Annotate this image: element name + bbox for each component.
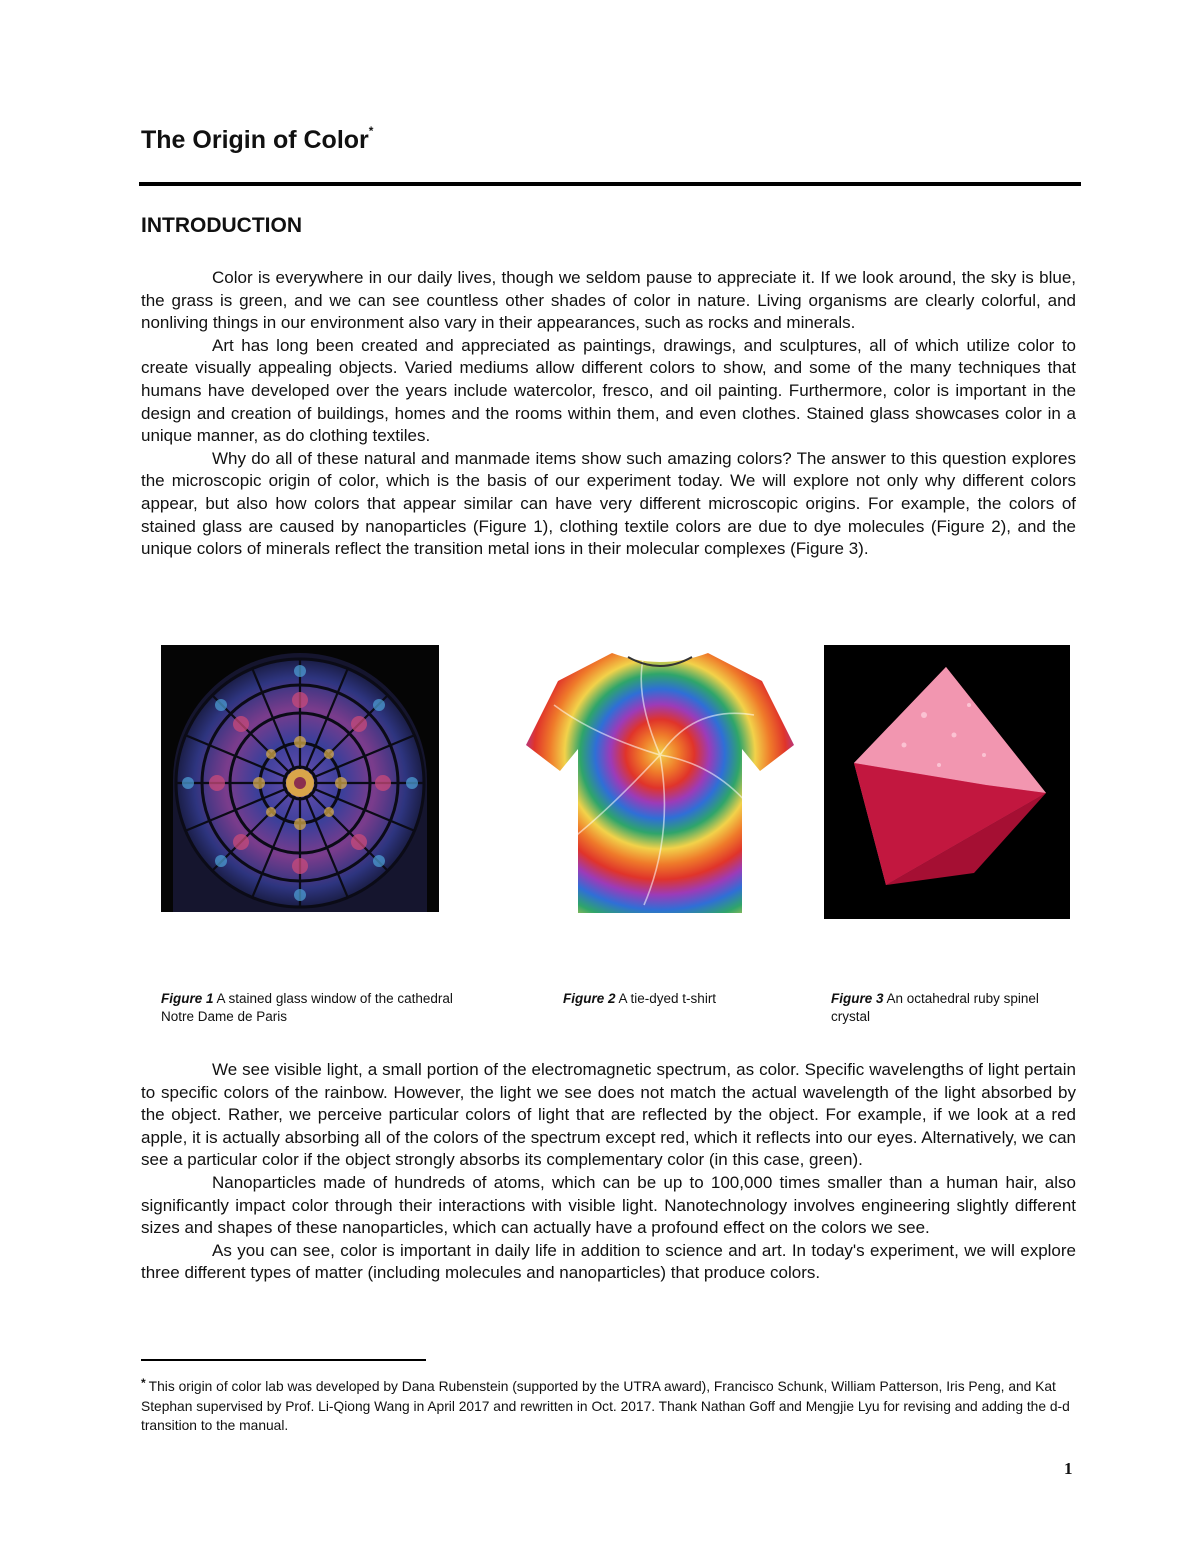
figure-label: Figure 1	[161, 991, 214, 1006]
page-number: 1	[1064, 1459, 1073, 1478]
paragraph: Color is everywhere in our daily lives, though we seldom pause to appreciate it. If we look around, the sky is blue, the grass is green, and we can see countless other shades of color in nature. Living organisms are clearly colorful, and nonliving things in our environment also vary in their appearances, such as rocks and minerals.	[141, 268, 1076, 333]
title-text: The Origin of Color	[141, 126, 369, 154]
footnote-mark: *	[141, 1376, 146, 1390]
ruby-spinel-crystal-image	[824, 645, 1070, 919]
section-heading: INTRODUCTION	[141, 214, 302, 237]
figure-label: Figure 2	[563, 991, 616, 1006]
figure-label: Figure 3	[831, 991, 884, 1006]
caption-text: A stained glass window of the cathedral Notre Dame de Paris	[161, 991, 453, 1024]
paragraph: We see visible light, a small portion of the electromagnetic spectrum, as color. Specific wavelengths of light pertain to specific colors of the rainbow. However, the light we see does not match the actual wavelength of the light absorbed by the object. Rather, we perceive particular colors of light that are reflected by the object. For example, if we look at a red apple, it is actually absorbing all of the colors of the spectrum except red, which it reflects into our eyes. Alternatively, we can see a particular color if the object strongly absorbs its complementary color (in this case, green).	[141, 1060, 1076, 1170]
stained-glass-rose-window-image	[161, 645, 439, 912]
figure-caption	[161, 990, 461, 1026]
page-title	[141, 126, 373, 155]
footnote-text: This origin of color lab was developed by Dana Rubenstein (supported by the UTRA award), Francisco Schunk, William Patterson, Iris Peng, and Kat Stephan supervised by Prof. Li-Qiong Wang in April 2017 and rewritten in Oct. 2017. Thank Nathan Goff and Mengjie Lyu for revising and adding the d-d transition to the manual.	[141, 1379, 1070, 1433]
paragraph: Art has long been created and appreciated as paintings, drawings, and sculptures, all of which utilize color to create visually appealing objects. Varied mediums allow different colors to show, and some of the many techniques that humans have developed over the years include watercolor, fresco, and oil painting. Furthermore, color is important in the design and creation of buildings, homes and the rooms within them, and even clothes. Stained glass showcases color in a unique manner, as do clothing textiles.	[141, 335, 1076, 446]
title-footnote-mark: *	[368, 124, 374, 138]
paragraph: As you can see, color is important in daily life in addition to science and art. In today's experiment, we will explore three different types of matter (including molecules and nanoparticles) that produce colors.	[141, 1240, 1076, 1283]
caption-text: A tie-dyed t-shirt	[615, 991, 717, 1006]
footnote	[141, 1377, 1071, 1436]
body-text	[141, 1059, 1076, 1285]
tie-dyed-t-shirt-image	[524, 645, 796, 917]
footnote-rule	[141, 1359, 426, 1361]
figure-caption	[563, 990, 783, 1008]
intro-text	[141, 267, 1076, 561]
paragraph: Nanoparticles made of hundreds of atoms, which can be up to 100,000 times smaller than a human hair, also significantly impact color through their interactions with visible light. Nanotechnology involves engineering slightly different sizes and shapes of these nanoparticles, which can actually have a profound effect on the colors we see.	[141, 1172, 1076, 1238]
caption-text: An octahedral ruby spinel crystal	[831, 991, 1039, 1024]
paragraph: Why do all of these natural and manmade items show such amazing colors? The answer to this question explores the microscopic origin of color, which is the basis of our experiment today. We will explore not only why different colors appear, but also how colors that appear similar can have very different microscopic origins. For example, the colors of stained glass are caused by nanoparticles (Figure 1), clothing textile colors are due to dye molecules (Figure 2), and the unique colors of minerals reflect the transition metal ions in their molecular complexes (Figure 3).	[141, 448, 1076, 559]
title-rule	[139, 182, 1081, 186]
figure-caption	[831, 990, 1081, 1026]
